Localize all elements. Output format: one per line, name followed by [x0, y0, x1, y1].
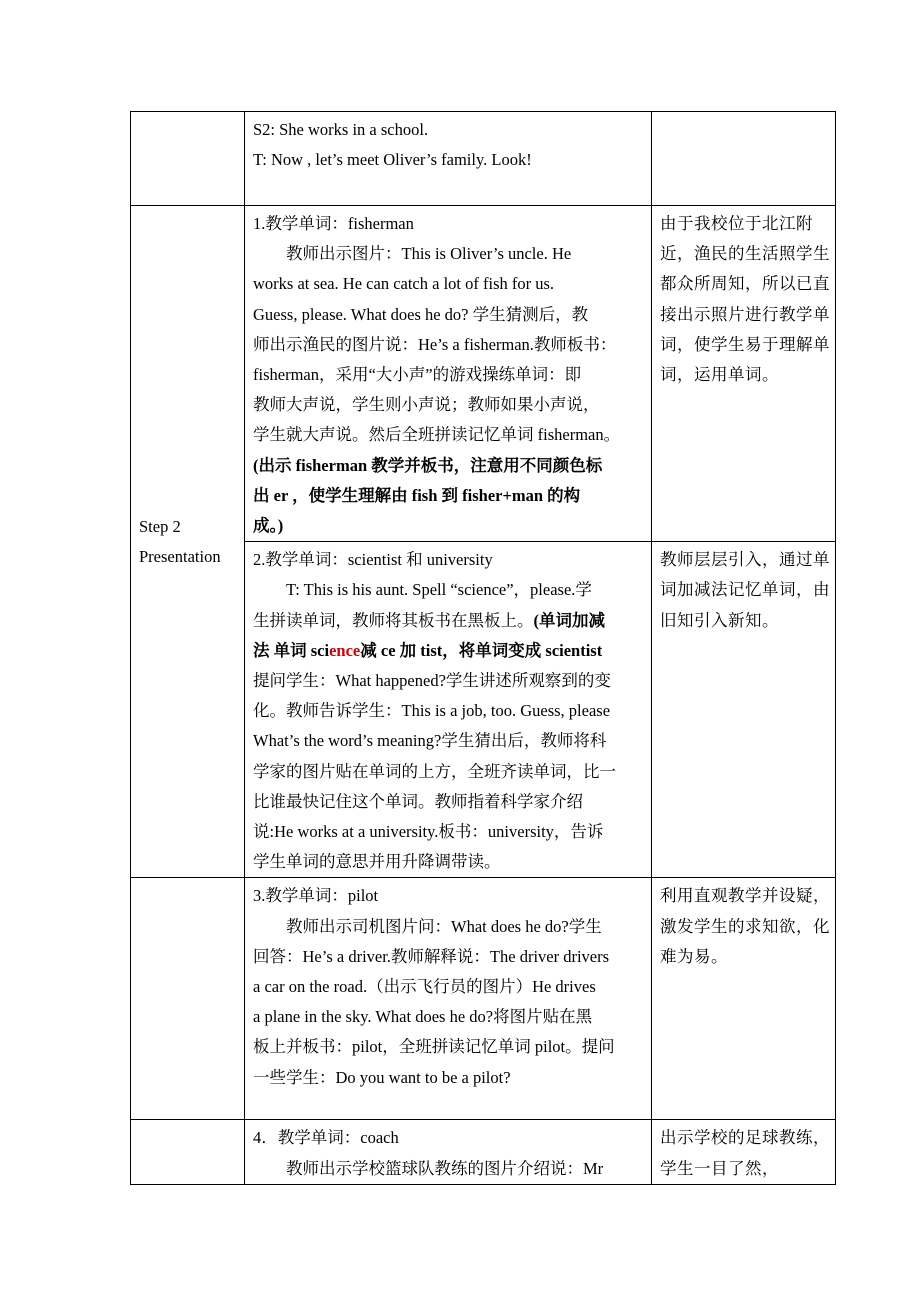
- table-row: [131, 206, 836, 542]
- content-line: 学生单词的意思并用升降调带读。: [253, 852, 501, 872]
- content-line: works at sea. He can catch a lot of fish for us.: [253, 274, 555, 294]
- step-cell-empty: [131, 878, 245, 1120]
- dialogue-line: S2: She works in a school.: [253, 120, 429, 139]
- content-line: 教师出示司机图片问：What does he do?学生: [286, 916, 602, 936]
- content-line: 学家的图片贴在单词的上方，全班齐读单词，比一: [253, 761, 616, 781]
- content-line: 回答：He’s a driver.教师解释说：The driver drivers: [253, 946, 610, 966]
- content-line: 一些学生：Do you want to be a pilot?: [253, 1067, 511, 1087]
- content-text-bold: 法 单词 sci: [253, 640, 330, 660]
- content-line: a car on the road.（出示飞行员的图片）He drives: [253, 977, 596, 997]
- content-line: [253, 606, 646, 636]
- table-row: [131, 878, 836, 1120]
- step-cell-empty: [131, 1120, 245, 1184]
- design-note: 出示学校的足球教练，学生一目了然，: [660, 1128, 830, 1178]
- lesson-plan-table: [130, 111, 836, 1185]
- content-line-bold: 成。): [253, 516, 284, 536]
- content-cell: [245, 112, 652, 206]
- note-cell: [652, 878, 836, 1120]
- content-line: 比谁最快记住这个单词。教师指着科学家介绍: [253, 791, 583, 811]
- content-text: 生拼读单词，教师将其板书在黑板上。: [253, 610, 534, 630]
- item-title: 2.教学单词：scientist 和 university: [253, 550, 493, 570]
- content-line: 化。教师告诉学生：This is a job, too. Guess, please: [253, 701, 611, 721]
- note-cell-empty: [652, 112, 836, 206]
- content-cell: [245, 1120, 652, 1184]
- design-note: 利用直观教学并设疑，激发学生的求知欲，化难为易。: [660, 886, 830, 966]
- table-row: [131, 112, 836, 206]
- design-note: 教师层层引入，通过单词加减法记忆单词，由旧知引入新知。: [660, 550, 830, 630]
- content-line: fisherman，采用“大小声”的游戏操练单词：即: [253, 365, 582, 385]
- content-line: 板上并板书：pilot，全班拼读记忆单词 pilot。提问: [253, 1037, 615, 1057]
- note-cell: [652, 1120, 836, 1184]
- item-title: 4．教学单词：coach: [253, 1128, 399, 1148]
- content-line: 师出示渔民的图片说：He’s a fisherman.教师板书：: [253, 334, 617, 354]
- item-title: 3.教学单词：pilot: [253, 886, 379, 906]
- content-line: T: This is his aunt. Spell “science”，please.学: [286, 580, 592, 600]
- content-line: 教师出示学校篮球队教练的图片介绍说：Mr: [286, 1158, 604, 1178]
- item-title: 1.教学单词：fisherman: [253, 214, 414, 233]
- table-row: [131, 1120, 836, 1184]
- step-cell: [131, 206, 245, 878]
- content-line-bold: [253, 636, 646, 666]
- note-cell: [652, 542, 836, 878]
- dialogue-line: T: Now , let’s meet Oliver’s family. Look!: [253, 150, 532, 170]
- note-cell: [652, 206, 836, 542]
- content-line: a plane in the sky. What does he do?将图片贴在黑: [253, 1007, 593, 1027]
- content-line: 说:He works at a university.板书：university，告诉: [253, 822, 604, 842]
- content-cell: [245, 542, 652, 878]
- content-line-bold: (出示 fisherman 教学并板书，注意用不同颜色标: [253, 455, 603, 475]
- design-note: 由于我校位于北江附近，渔民的生活照学生都众所周知，所以已直接出示照片进行教学单词，使学生易于理解单词，运用单词。: [660, 214, 830, 385]
- step-label: Step 2: [139, 516, 181, 536]
- content-line: 教师出示图片：This is Oliver’s uncle. He: [286, 244, 572, 264]
- step-title-text: Presentation: [139, 546, 221, 566]
- content-text-bold: (单词加减: [533, 610, 605, 630]
- content-line-bold: 出 er ，使学生理解由 fish 到 fisher+man 的构: [253, 485, 581, 505]
- highlight-ence: ence: [329, 640, 361, 660]
- content-line: 提问学生：What happened?学生讲述所观察到的变: [253, 671, 611, 691]
- content-line: Guess, please. What does he do? 学生猜测后，教: [253, 304, 589, 324]
- content-text-bold: 减 ce 加 tist，将单词变成 scientist: [360, 640, 603, 660]
- content-cell: [245, 206, 652, 542]
- content-line: What’s the word’s meaning?学生猜出后，教师将科: [253, 731, 607, 751]
- step-title: [139, 542, 239, 572]
- content-line: 教师大声说，学生则小声说；教师如果小声说，: [253, 395, 600, 415]
- content-line: 学生就大声说。然后全班拼读记忆单词 fisherman。: [253, 425, 621, 445]
- content-cell: [245, 878, 652, 1120]
- step-cell-empty: [131, 112, 245, 206]
